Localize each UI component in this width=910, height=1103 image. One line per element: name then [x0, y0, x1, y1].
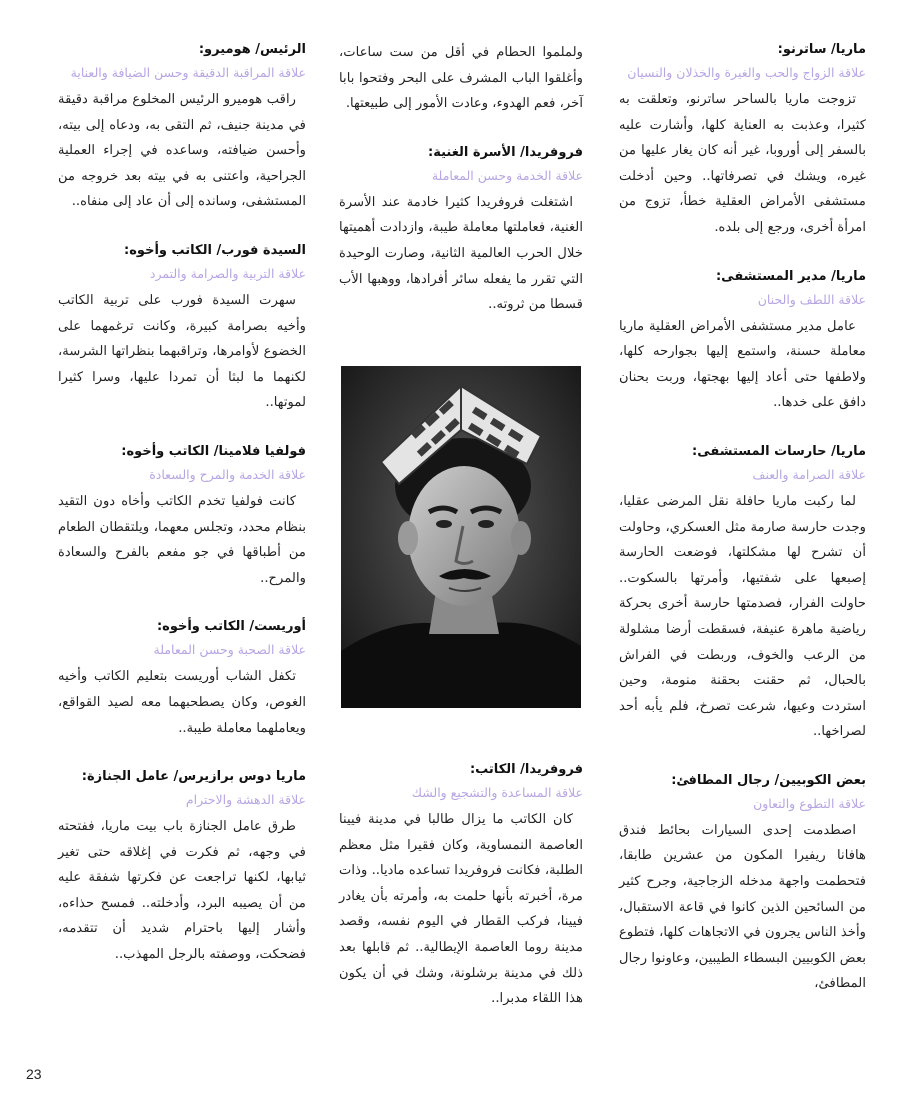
section-body: تكفل الشاب أوريست بتعليم الكاتب وأخيه الغوص، وكان يصطحبهما معه لصيد القواقع، ويعاملهما معاملة طيبة..	[58, 669, 306, 736]
section-heading: أوريست/ الكاتب وأخوه:	[156, 619, 306, 635]
relation-label: علاقة الخدمة والمرح والسعادة	[149, 466, 306, 482]
section	[58, 442, 306, 591]
section-heading: فروفريدا/ الأسرة الغنية:	[428, 144, 583, 160]
relation-label: علاقة الدهشة والاحترام	[185, 792, 306, 808]
section-heading: فولفيا فلامينا/ الكاتب وأخوه:	[121, 443, 306, 459]
relation-label: علاقة الزواج والحب والغيرة والخذلان والنسيان	[627, 65, 866, 80]
relation-label: علاقة التطوع والتعاون	[753, 795, 866, 811]
page-number: 23	[26, 1066, 42, 1082]
column-right	[619, 40, 866, 1023]
section	[58, 617, 306, 741]
relation-label: علاقة المراقبة الدقيقة وحسن الضيافة والعناية	[70, 65, 306, 80]
relation-label: علاقة التربية والصرامة والتمرد	[149, 265, 306, 281]
section-body: تزوجت ماريا بالساحر ساترنو، وتعلقت به كثيرا، وعذبت به العناية كلها، وأشارت عليه بالسفر إلى أوروبا، غير أنه كان يغار عليها من غيره، ويشك في تصرفاتها.. وحين أدخلت مستشفى الأمراض العقلية خطأ، تزوج من امرأة أخرى، ورجع إلى بلده.	[619, 92, 866, 235]
section	[58, 767, 306, 968]
section-heading: ماريا/ حارسات المستشفى:	[692, 443, 866, 459]
section-heading: فروفريدا/ الكاتب:	[469, 762, 583, 777]
relation-label: علاقة الصرامة والعنف	[752, 466, 866, 482]
relation-label: علاقة اللطف والحنان	[757, 291, 866, 307]
column-left	[58, 40, 306, 994]
section-body: كانت فولفيا تخدم الكاتب وأخاه دون التقيد بنظام محدد، وتجلس معهما، ويلتقطان الطعام من أطباقها في جو مفعم بالفرح والسعادة والمرح..	[58, 493, 306, 586]
relation-label: علاقة المساعدة والتشجيع والشك	[411, 785, 583, 800]
section	[339, 40, 583, 117]
section-heading: ماريا دوس برازيرس/ عامل الجنازة:	[81, 769, 306, 785]
relation-label: علاقة الخدمة وحسن المعاملة	[431, 167, 583, 183]
section	[619, 442, 866, 745]
section-heading: ماريا/ ساترنو:	[777, 42, 866, 57]
section	[339, 143, 583, 318]
section-body: كان الكاتب ما يزال طالبا في مدينة فيينا العاصمة النمساوية، وكان فقيرا مثل معظم الطلبة، فكانت فروفريدا تساعده ماديا.. وذات مرة، أخبرته بأنها حلمت به، وأمرته بأن يغادر فيينا، فركب القطار في اليوم نفسه، وقصد مدينة روما العاصمة الإيطالية.. ثم قابلها بعد ذلك في مدينة برشلونة، وشك في أن يكون هذا اللقاء مدبرا..	[339, 812, 583, 1007]
author-portrait-photo	[341, 366, 581, 708]
section-body: عامل مدير مستشفى الأمراض العقلية ماريا معاملة حسنة، واستمع إليها بجوارحه كلها، ولاطفها حتى أعاد إليها بهجتها، وربت بحنان دافق على خدها..	[619, 318, 866, 411]
section-body: لما ركبت ماريا حافلة نقل المرضى عقليا، وجدت حارسة صارمة مثل العسكري، وحاولت أن تشرح لها مشكلتها، فوضعت الحارسة إصبعها على شفتيها، وأمرتها بالسكوت.. حاولت الفرار، فصدمتها حارسة أخرى بحركة رياضية ماهرة عنيفة، فسقطت أرضا مشلولة من الرعب والخوف، وربطت في الفراش بالحبال، ثم حقنت بحقنة منومة، وحين استردت وعيها، شرعت تصرخ، فلم يأبه أحد لصراخها..	[619, 493, 866, 740]
section	[58, 241, 306, 416]
section	[619, 40, 866, 241]
section-body: اشتغلت فروفريدا كثيرا خادمة عند الأسرة الغنية، فعاملتها معاملة طيبة، وازدادت أهميتها خلال الحرب العالمية الثانية، وصارت الوحيدة التي تقرر ما يفعله سائر أفرادها، ووهبها الأب قسطا من ثروته..	[339, 194, 583, 313]
section-body: طرق عامل الجنازة باب بيت ماريا، ففتحته في وجهه، ثم فكرت في إغلاقه حتى تغير ثيابها، لكنها تراجعت عن فكرتها شفقة عليه من أن يصيبه البرد، وأدخلته.. فمسح حذاءه، وأشار إليها باحترام شديد أن تتقدمه، فضحكت، ووصفته بالرجل المهذب..	[58, 819, 306, 963]
section	[619, 771, 866, 997]
section-heading: ماريا/ مدير المستشفى:	[715, 268, 866, 284]
section-body: ولملموا الحطام في أقل من ست ساعات، وأغلقوا الباب المشرف على البحر وفتحوا بابا آخر، فعم الهدوء، وعادت الأمور إلى طبيعتها.	[339, 45, 583, 112]
section-body: اصطدمت إحدى السيارات بحائط فندق هافانا ريفيرا المكون من عشرين طابقا، فتحطمت واجهة مدخله الزجاجية، وجرح كثير من السائحين الذين كانوا في قاعة الاستقبال، وأخذ الناس يجرون في الاتجاهات كلها، فتطوع بعض الكوبيين البسطاء الطيبين، وعاونوا رجال المطافئ،	[619, 822, 866, 992]
section-body: سهرت السيدة فورب على تربية الكاتب وأخيه بصرامة كبيرة، وكانت ترغمهما على الخضوع لأوامرها، وتراقبهما بنظراتها الشرسة، لكنهما ما لبثا أن تمردا عليها، وسرا كثيرا لموتها..	[58, 292, 306, 411]
section	[58, 40, 306, 215]
section	[339, 760, 583, 1012]
column-middle-bottom	[339, 760, 583, 1038]
section-heading: الرئيس/ هوميرو:	[198, 42, 306, 57]
section-heading: بعض الكوبيين/ رجال المطافئ:	[671, 772, 866, 788]
relation-label: علاقة الصحبة وحسن المعاملة	[153, 642, 306, 658]
portrait-illustration	[341, 366, 581, 708]
section-heading: السيدة فورب/ الكاتب وأخوه:	[124, 242, 306, 258]
section	[619, 267, 866, 416]
column-middle	[339, 40, 583, 344]
section-body: راقب هوميرو الرئيس المخلوع مراقبة دقيقة في مدينة جنيف، ثم التقى به، ودعاه إلى بيته، وأحسن ضيافته، وساعده في إجراء العملية الجراحية، واعتنى به في بيته بعد خروجه من المستشفى، وسانده إلى أن عاد إلى منفاه..	[58, 92, 306, 210]
